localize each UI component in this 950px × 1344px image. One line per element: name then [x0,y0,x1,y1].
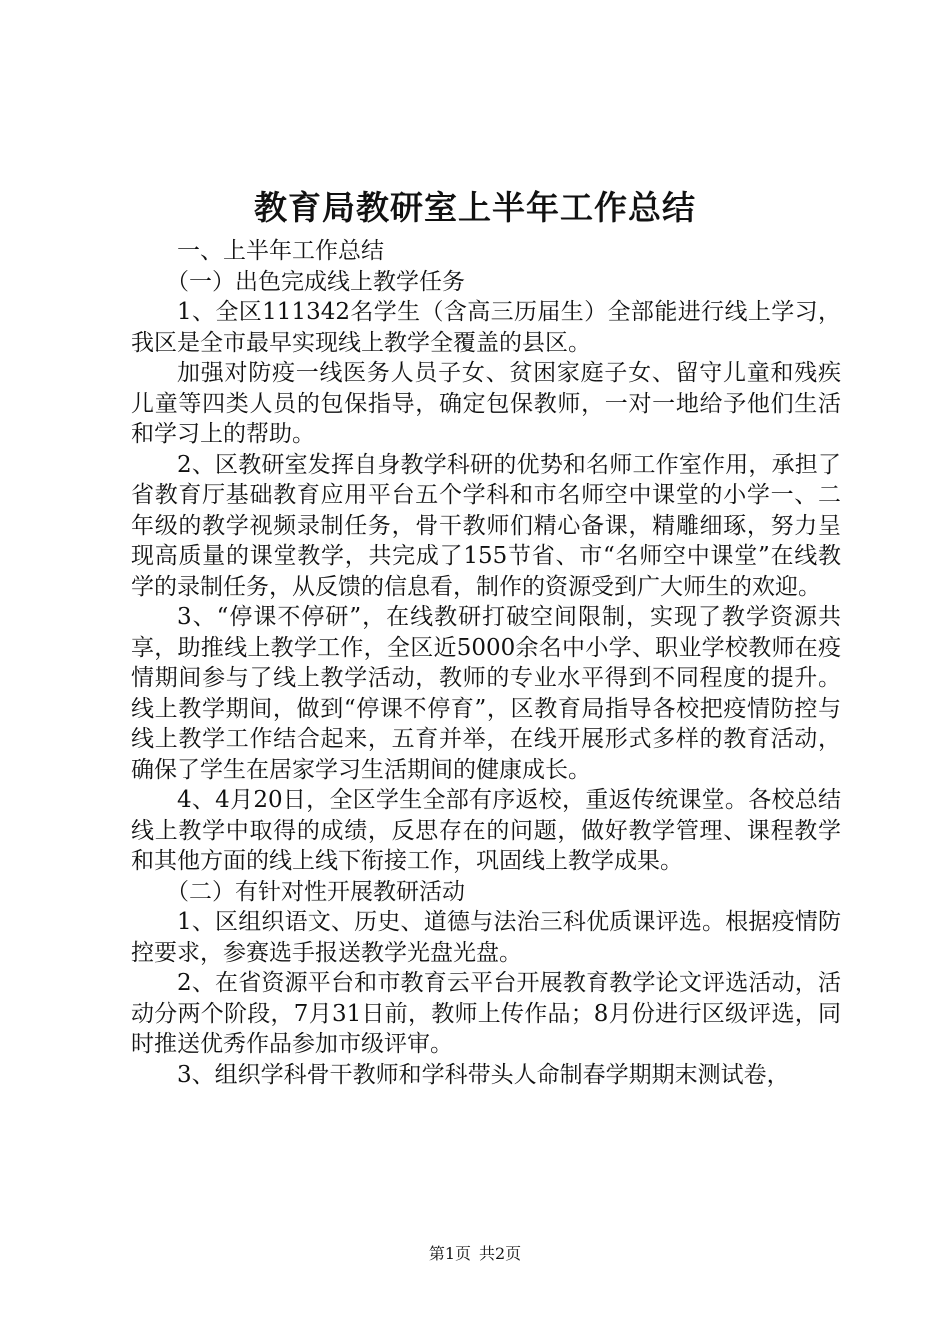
paragraph: 3、组织学科骨干教师和学科带头人命制春学期期末测试卷， [177,1061,790,1088]
page-total: 共2页 [479,1244,522,1263]
document-body [131,236,841,1090]
paragraph: 2、区教研室发挥自身教学科研的优势和名师工作室作用，承担了省教育厅基础教育应用平台五个学科和市名师空中课堂的小学一、二年级的教学视频录制任务，骨干教师们精心备课，精雕细琢，努力呈现高质量的课堂教学，共完成了155节省、市“名师空中课堂”在线教学的录制任务，从反馈的信息看，制作的资源受到广大师生的欢迎。 [131,451,841,600]
paragraph: 2、在省资源平台和市教育云平台开展教育教学论文评选活动，活动分两个阶段，7月31日前，教师上传作品；8月份进行区级评选，同时推送优秀作品参加市级评审。 [131,970,841,1057]
paragraph: 加强对防疫一线医务人员子女、贫困家庭子女、留守儿童和残疾儿童等四类人员的包保指导，确定包保教师，一对一地给予他们生活和学习上的帮助。 [131,360,841,447]
subsection-heading: （一）出色完成线上教学任务 [166,268,465,295]
paragraph: 3、“停课不停研”，在线教研打破空间限制，实现了教学资源共享，助推线上教学工作，全区近5000余名中小学、职业学校教师在疫情期间参与了线上教学活动，教师的专业水平得到不同程度的提升。线上教学期间，做到“停课不停育”，区教育局指导各校把疫情防控与线上教学工作结合起来，五育并举，在线开展形式多样的教育活动，确保了学生在居家学习生活期间的健康成长。 [131,604,841,783]
section-heading: 一、上半年工作总结 [177,238,384,264]
paragraph: 1、区组织语文、历史、道德与法治三科优质课评选。根据疫情防控要求，参赛选手报送教学光盘光盘。 [131,909,841,966]
subsection-heading: （二）有针对性开展教研活动 [166,878,465,905]
paragraph: 1、全区111342名学生（含高三历届生）全部能进行线上学习，我区是全市最早实现线上教学全覆盖的县区。 [131,299,841,356]
paragraph: 4、4月20日，全区学生全部有序返校，重返传统课堂。各校总结线上教学中取得的成绩，反思存在的问题，做好教学管理、课程教学和其他方面的线上线下衔接工作，巩固线上教学成果。 [131,787,841,874]
document-title: 教育局教研室上半年工作总结 [254,188,696,227]
page-footer [0,1243,950,1265]
page-number: 第1页 [428,1244,471,1263]
